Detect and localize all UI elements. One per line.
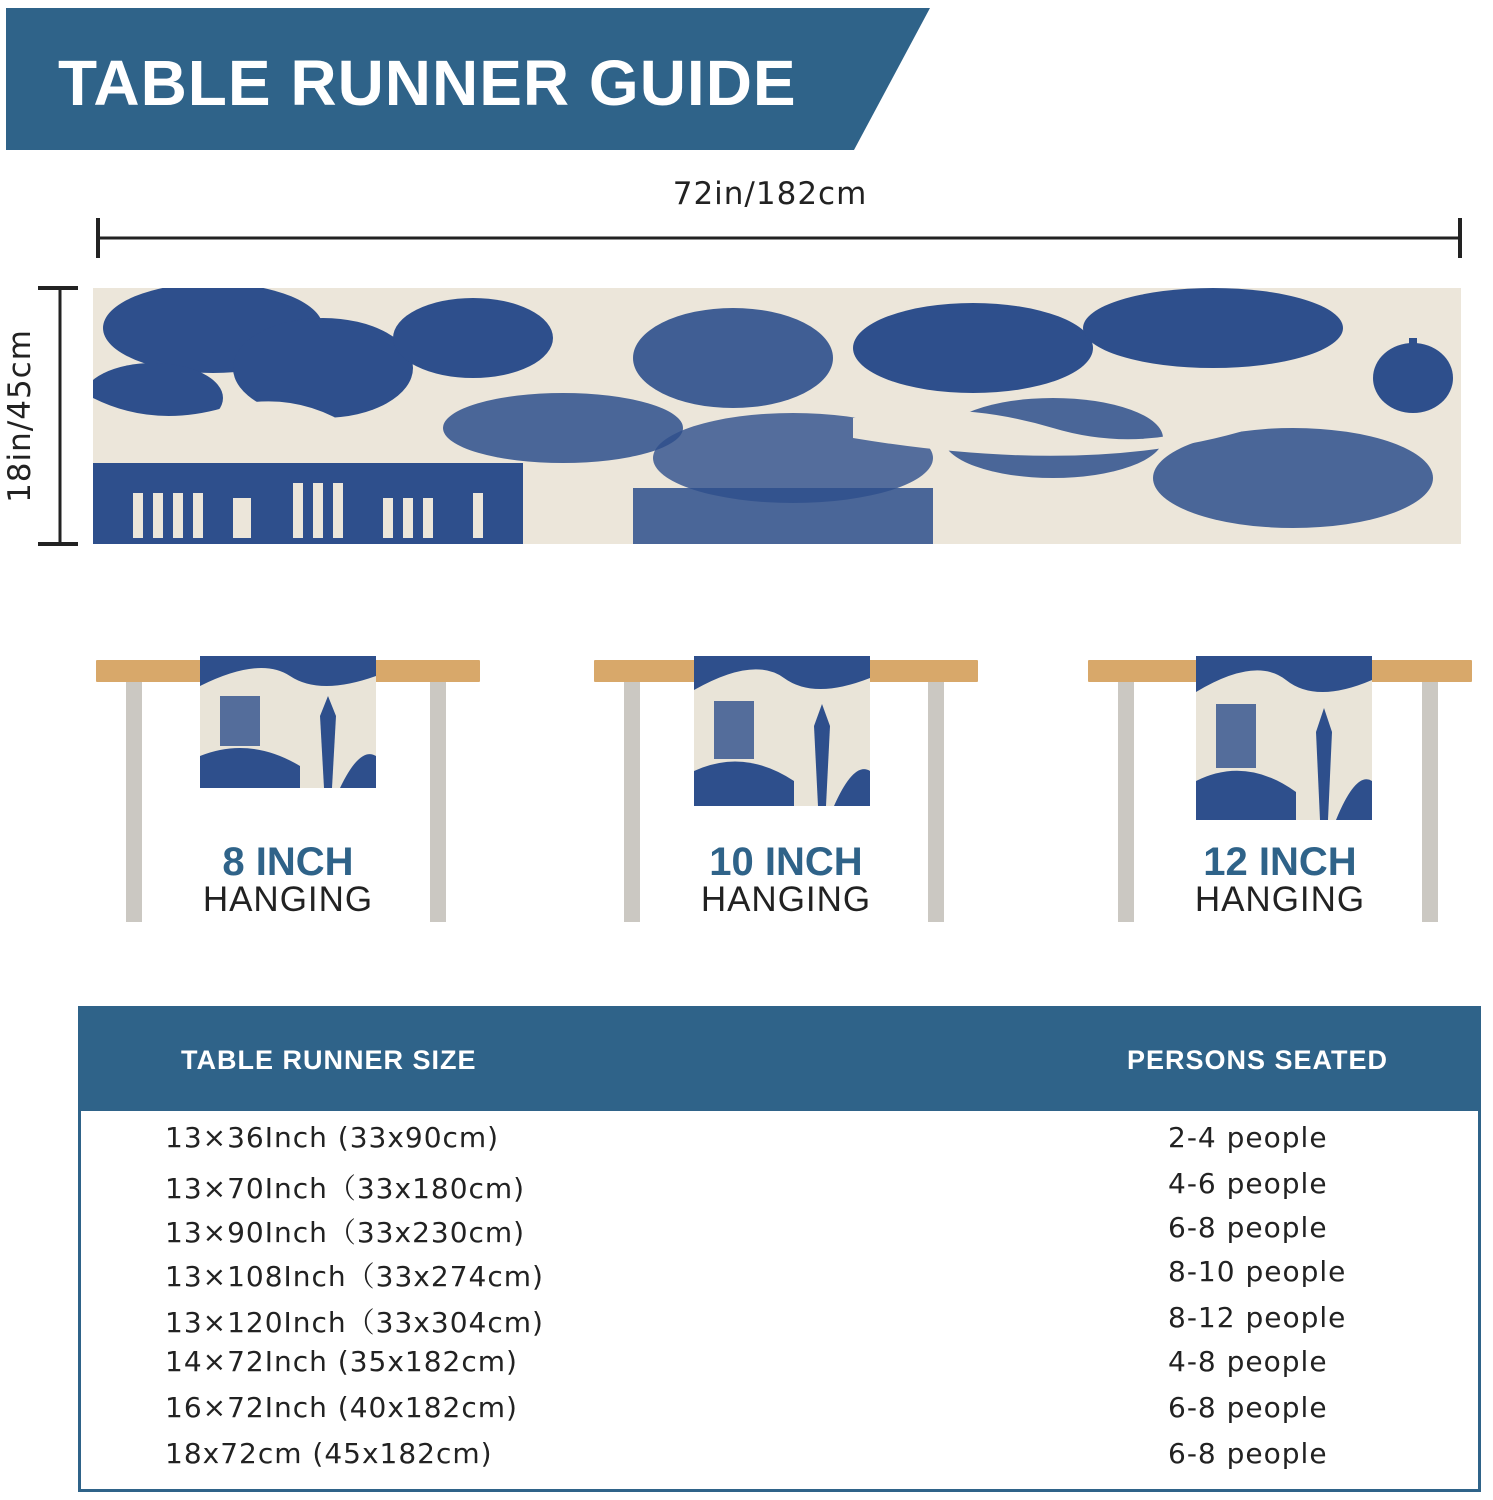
table-row xyxy=(81,1211,1478,1255)
table-row xyxy=(81,1437,1478,1481)
hanging-10-inch-illustration xyxy=(594,640,984,940)
persons-cell: 8-12 people xyxy=(1168,1301,1347,1334)
persons-cell: 6-8 people xyxy=(1168,1211,1328,1244)
size-table xyxy=(78,1006,1481,1492)
hanging-runner-8 xyxy=(200,656,376,788)
height-dimension-line xyxy=(36,286,80,546)
hanging-label: HANGING xyxy=(202,880,374,919)
persons-cell: 8-10 people xyxy=(1168,1255,1347,1288)
header-persons-seated: PERSONS SEATED xyxy=(1127,1045,1389,1075)
table-runner-image xyxy=(93,288,1461,544)
size-cell: 13×70Inch（33x180cm) xyxy=(165,1172,526,1205)
hanging-label: HANGING xyxy=(1194,880,1366,919)
size-cell: 13×108Inch（33x274cm) xyxy=(165,1260,544,1293)
persons-cell: 4-6 people xyxy=(1168,1167,1328,1200)
hanging-label: HANGING xyxy=(700,880,872,919)
size-cell: 13×120Inch（33x304cm) xyxy=(165,1306,544,1339)
hanging-8-inch-illustration xyxy=(96,640,486,940)
table-row xyxy=(81,1167,1478,1211)
title-banner xyxy=(6,8,930,150)
size-cell: 16×72Inch (40x182cm) xyxy=(165,1391,518,1424)
persons-cell: 4-8 people xyxy=(1168,1345,1328,1378)
table-row xyxy=(81,1255,1478,1299)
hanging-runner-10 xyxy=(694,656,870,806)
width-dimension-label: 72in/182cm xyxy=(672,176,868,212)
table-row xyxy=(81,1301,1478,1345)
table-row xyxy=(81,1345,1478,1389)
persons-cell: 2-4 people xyxy=(1168,1121,1328,1154)
table-row xyxy=(81,1391,1478,1435)
hanging-size-label: 10 INCH xyxy=(709,840,863,884)
height-dimension-label: 18in/45cm xyxy=(2,329,38,503)
size-cell: 13×36Inch (33x90cm) xyxy=(165,1121,500,1154)
header-table-runner-size: TABLE RUNNER SIZE xyxy=(181,1045,477,1075)
size-cell: 18x72cm (45x182cm) xyxy=(165,1437,493,1470)
hanging-size-label: 8 INCH xyxy=(222,840,354,884)
size-cell: 14×72Inch (35x182cm) xyxy=(165,1345,518,1378)
hanging-runner-12 xyxy=(1196,656,1372,820)
persons-cell: 6-8 people xyxy=(1168,1391,1328,1424)
width-dimension-line xyxy=(96,218,1462,258)
size-cell: 13×90Inch（33x230cm) xyxy=(165,1216,526,1249)
persons-cell: 6-8 people xyxy=(1168,1437,1328,1470)
table-row xyxy=(81,1121,1478,1165)
hanging-12-inch-illustration xyxy=(1088,640,1478,940)
table-header xyxy=(81,1009,1478,1111)
hanging-size-label: 12 INCH xyxy=(1203,840,1357,884)
page-title: TABLE RUNNER GUIDE xyxy=(58,47,797,119)
